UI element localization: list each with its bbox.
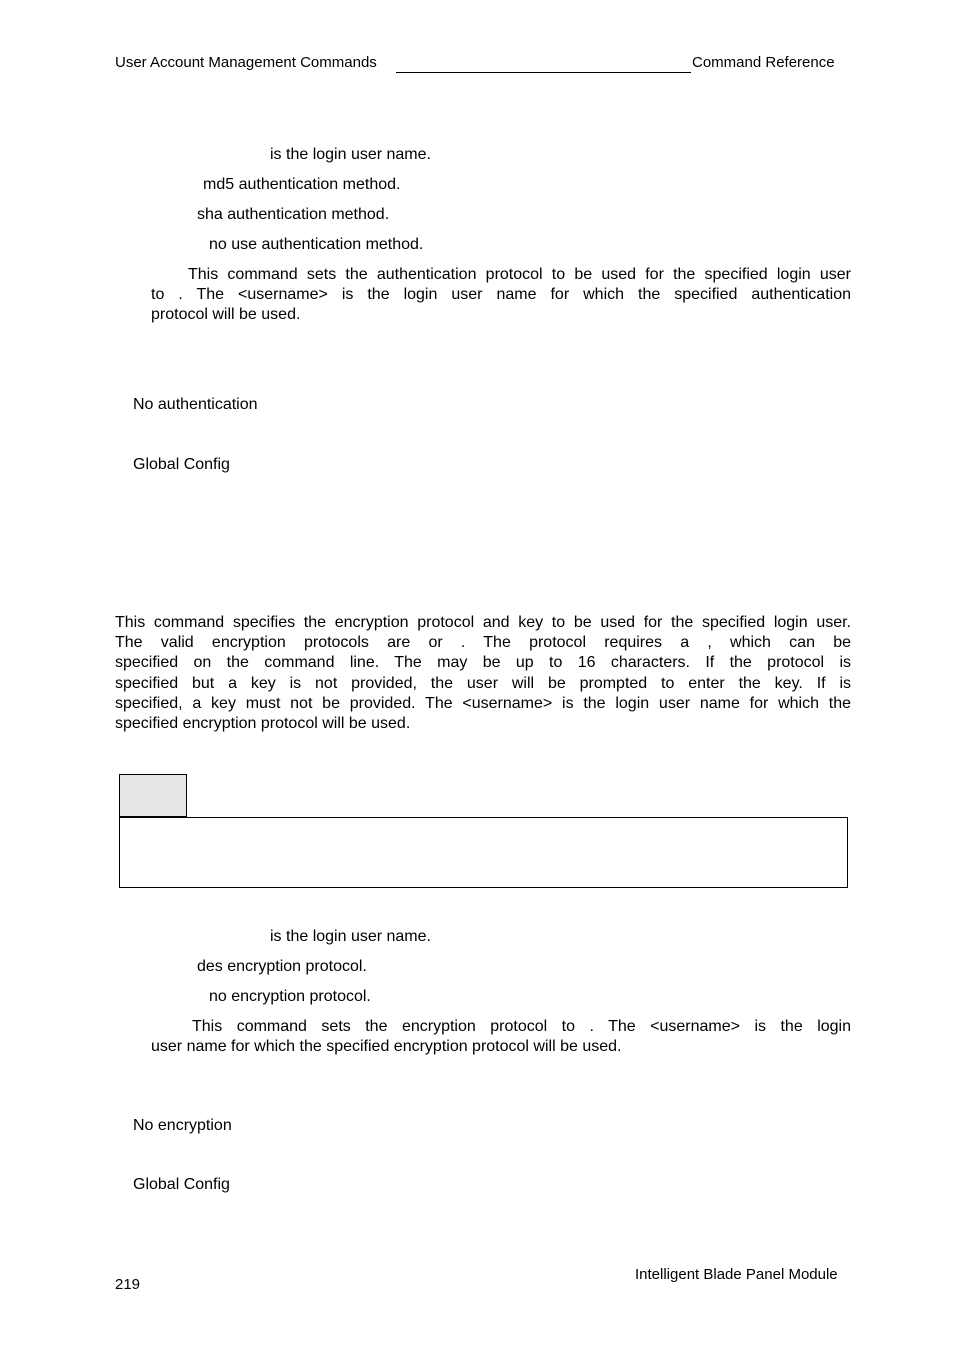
syntax-table-body bbox=[119, 817, 848, 888]
description-line: specified encryption protocol will be used. bbox=[115, 714, 411, 732]
param-des-desc: des encryption protocol. bbox=[197, 958, 367, 975]
default-value-enc: No encryption bbox=[133, 1117, 232, 1134]
usage-line: This command sets the encryption protocol to . The <username> is the login bbox=[192, 1018, 851, 1035]
param-username-desc: is the login user name. bbox=[270, 146, 431, 163]
param-md5-desc: md5 authentication method. bbox=[203, 176, 401, 193]
mode-value-enc: Global Config bbox=[133, 1176, 230, 1193]
mode-value-auth: Global Config bbox=[133, 456, 230, 473]
param-username-desc-enc: is the login user name. bbox=[270, 928, 431, 945]
page-number: 219 bbox=[115, 1276, 141, 1293]
usage-paragraph-enc bbox=[151, 1017, 851, 1057]
usage-line: user name for which the specified encryption protocol will be used. bbox=[151, 1038, 622, 1056]
description-line: specified but a key is not provided, the user will be prompted to enter the key. If is bbox=[115, 674, 851, 692]
usage-line: protocol will be used. bbox=[151, 306, 301, 324]
description-line: specified on the command line. The may be up to 16 characters. If the protocol is bbox=[115, 654, 851, 672]
description-line: The valid encryption protocols are or . The protocol requires a , which can be bbox=[115, 634, 851, 652]
description-line: This command specifies the encryption protocol and key to be used for the specified login user. bbox=[115, 614, 851, 631]
description-line: specified, a key must not be provided. The <username> is the login user name for which the bbox=[115, 694, 851, 712]
param-sha-desc: sha authentication method. bbox=[197, 206, 390, 223]
usage-line: This command sets the authentication protocol to be used for the specified login user bbox=[188, 266, 851, 283]
usage-line: to . The <username> is the login user name for which the specified authentication bbox=[151, 286, 851, 304]
param-none-enc-desc: no encryption protocol. bbox=[209, 988, 371, 1005]
syntax-table-header-cell bbox=[119, 774, 187, 817]
param-none-desc: no use authentication method. bbox=[209, 236, 424, 253]
default-value-auth: No authentication bbox=[133, 396, 258, 413]
header-rule bbox=[396, 72, 691, 73]
running-header-left: User Account Management Commands bbox=[115, 54, 377, 71]
usage-paragraph-auth bbox=[151, 265, 851, 326]
running-header-right: Command Reference bbox=[692, 54, 835, 71]
description-paragraph-encryption bbox=[115, 613, 851, 734]
footer-title: Intelligent Blade Panel Module bbox=[635, 1266, 838, 1283]
